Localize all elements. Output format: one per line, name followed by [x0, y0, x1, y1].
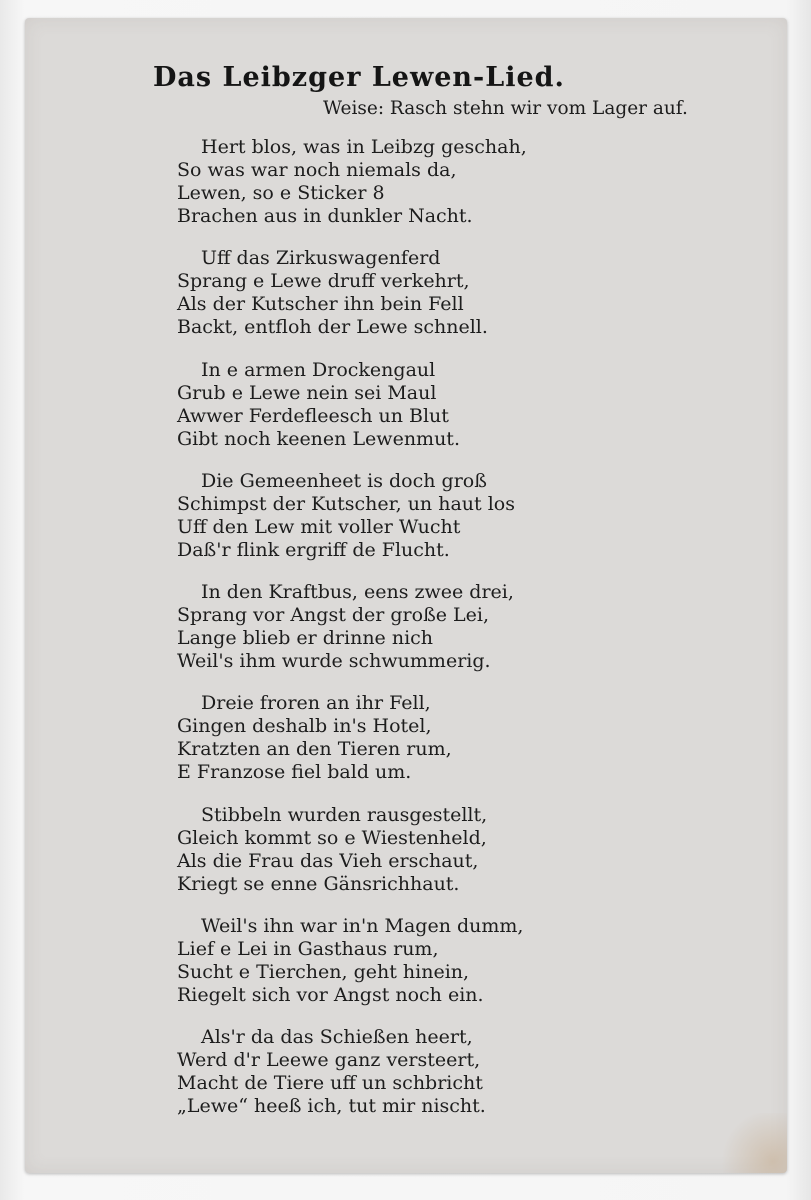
verse-line: Hert blos, was in Leibzg geschah,: [201, 136, 527, 158]
verse-line: Dreie froren an ihr Fell,: [201, 692, 431, 715]
verse-line: Sprang vor Angst der große Lei,: [177, 604, 490, 627]
verse-line: Als die Frau das Vieh erschaut,: [177, 849, 479, 872]
stanza: [177, 136, 527, 228]
corner-stain: [717, 1113, 787, 1173]
verse-line: Macht de Tiere uff un schbricht: [177, 1072, 483, 1095]
verse-line: Als der Kutscher ihn bein Fell: [177, 293, 464, 316]
verse-line: E Franzose fiel bald um.: [177, 761, 412, 784]
verse-line: „Lewe“ heeß ich, tut mir nischt.: [177, 1095, 486, 1118]
verse-line: Uff das Zirkuswagenferd: [201, 247, 441, 270]
stanza: [177, 804, 527, 896]
verse-line: Kriegt se enne Gänsrichhaut.: [177, 872, 460, 895]
poem-body: [177, 136, 527, 1138]
verse-line: Sprang e Lewe druff verkehrt,: [177, 270, 470, 293]
verse-line: Lange blieb er drinne nich: [177, 627, 434, 650]
verse-line: Backt, entfloh der Lewe schnell.: [177, 316, 488, 339]
verse-line: Weil's ihn war in'n Magen dumm,: [201, 915, 524, 938]
stanza: [177, 915, 527, 1007]
verse-line: Gingen deshalb in's Hotel,: [177, 715, 432, 738]
verse-line: Werd d'r Leewe ganz versteert,: [177, 1049, 481, 1072]
verse-line: Als'r da das Schießen heert,: [201, 1026, 473, 1049]
stanza: [177, 692, 527, 784]
verse-line: Uff den Lew mit voller Wucht: [177, 515, 461, 538]
stanza: [177, 470, 527, 562]
verse-line: In e armen Drockengaul: [201, 358, 436, 381]
verse-line: Sucht e Tierchen, geht hinein,: [177, 961, 470, 984]
verse-line: In den Kraftbus, eens zwee drei,: [201, 581, 514, 604]
verse-line: So was war noch niemals da,: [177, 159, 457, 181]
verse-line: Awwer Ferdefleesch un Blut: [177, 404, 449, 427]
stanza: [177, 581, 527, 673]
verse-line: Grub e Lewe nein sei Maul: [177, 381, 437, 404]
verse-line: Gleich kommt so e Wiestenheld,: [177, 826, 487, 849]
verse-line: Lewen, so e Sticker 8: [177, 182, 385, 204]
verse-line: Die Gemeenheet is doch groß: [201, 469, 487, 492]
postcard: [25, 18, 787, 1173]
verse-line: Weil's ihm wurde schwummerig.: [177, 650, 491, 673]
stanza: [177, 1026, 527, 1118]
verse-line: Schimpst der Kutscher, un haut los: [177, 492, 515, 515]
verse-line: Lief e Lei in Gasthaus rum,: [177, 938, 439, 961]
verse-line: Gibt noch keenen Lewenmut.: [177, 427, 460, 450]
verse-line: Daß'r flink ergriff de Flucht.: [177, 538, 450, 561]
verse-line: Stibbeln wurden rausgestellt,: [201, 803, 488, 826]
verse-line: Kratzten an den Tieren rum,: [177, 738, 452, 761]
melody-note: Weise: Rasch stehn wir vom Lager auf.: [323, 98, 688, 119]
verse-line: Brachen aus in dunkler Nacht.: [177, 205, 473, 227]
song-title: Das Leibzger Lewen-Lied.: [153, 62, 565, 93]
stanza: [177, 359, 527, 451]
verse-line: Riegelt sich vor Angst noch ein.: [177, 984, 484, 1007]
stanza: [177, 247, 527, 339]
